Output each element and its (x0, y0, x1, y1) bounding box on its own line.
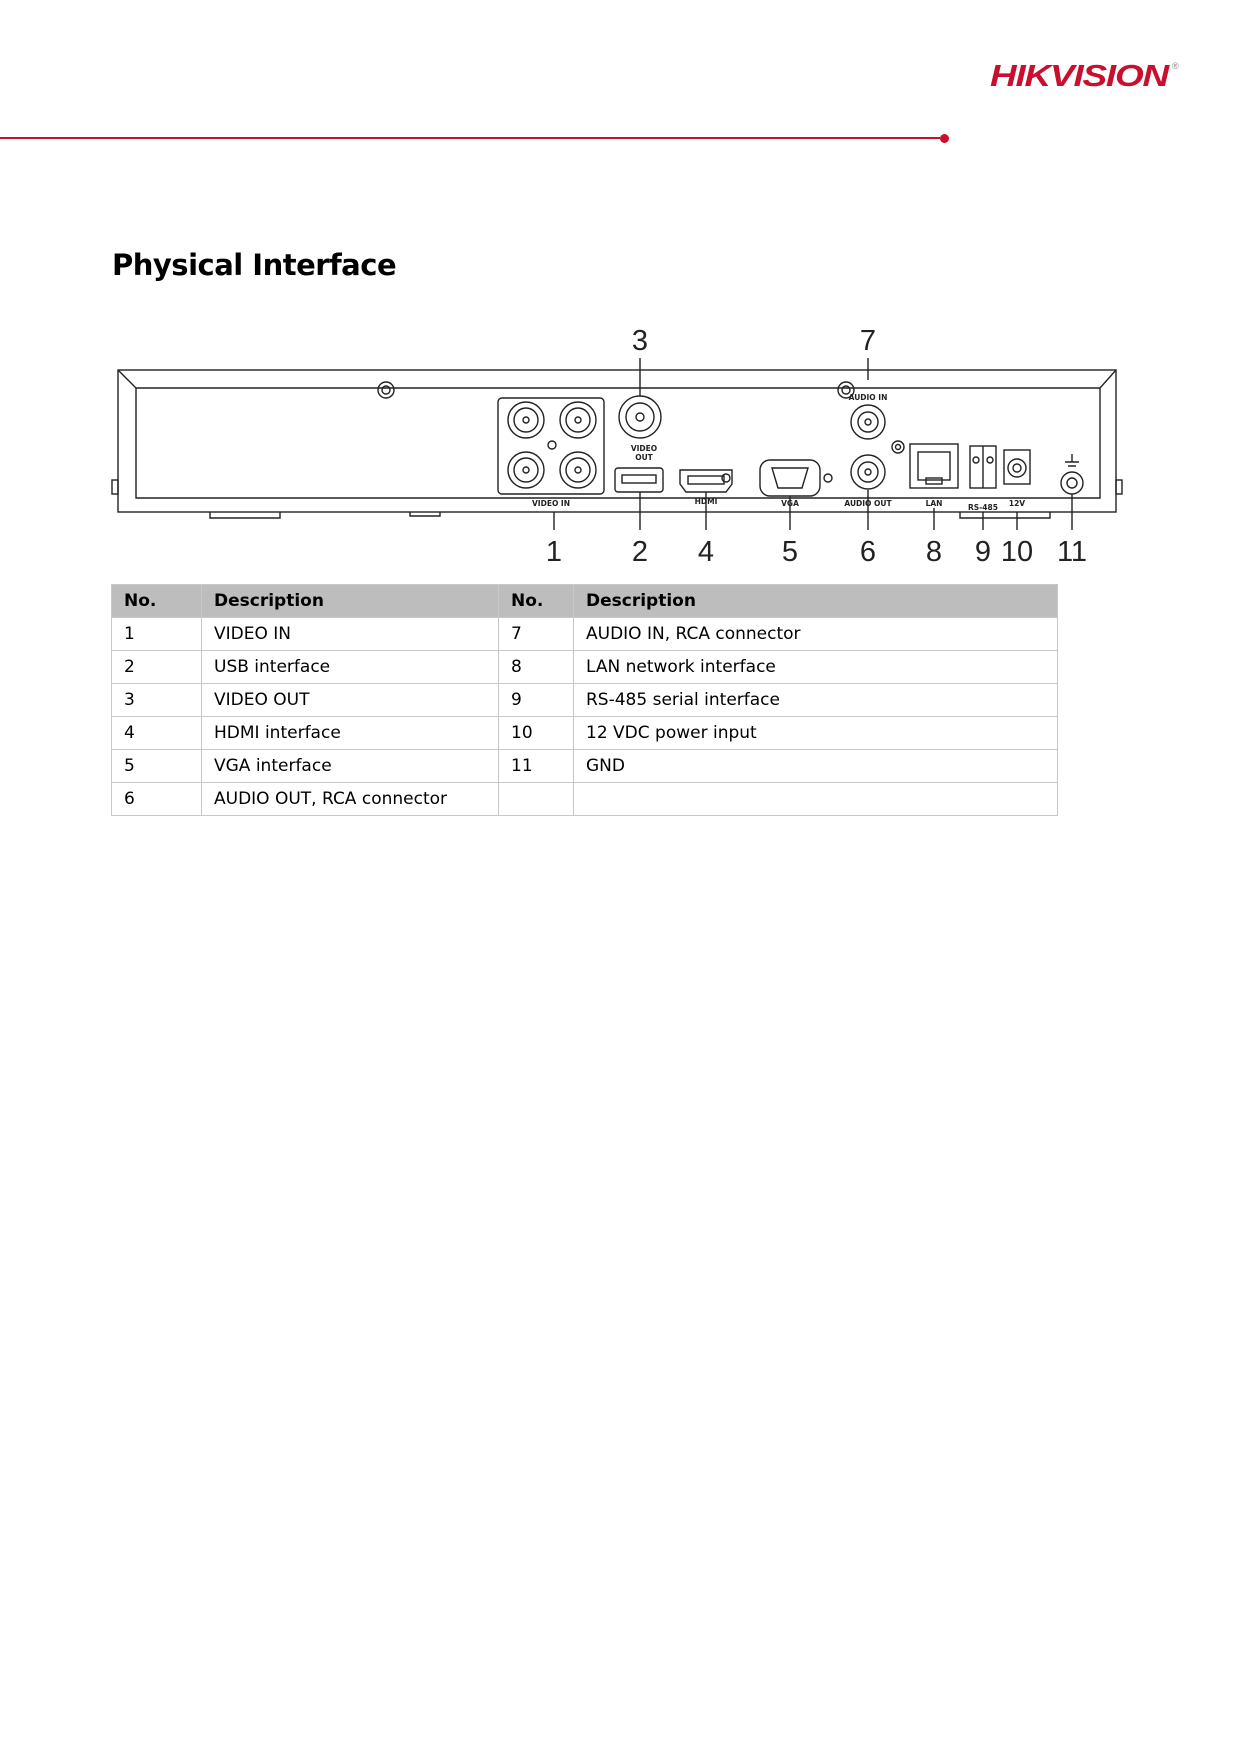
table-cell: 4 (112, 717, 202, 750)
table-cell: 1 (112, 618, 202, 651)
table-cell (499, 783, 574, 816)
table-cell: 10 (499, 717, 574, 750)
callout-number: 1 (545, 536, 563, 568)
table-cell: 2 (112, 651, 202, 684)
callout-number: 9 (974, 536, 992, 568)
column-header: Description (202, 585, 499, 618)
page-title: Physical Interface (112, 248, 397, 282)
rear-panel-diagram (110, 320, 1130, 570)
table-cell: VIDEO IN (202, 618, 499, 651)
table-cell: AUDIO OUT, RCA connector (202, 783, 499, 816)
table-row (112, 717, 1058, 750)
table-cell: GND (574, 750, 1058, 783)
column-header: Description (574, 585, 1058, 618)
svg-text:HIKVISION: HIKVISION (990, 58, 1170, 92)
panel-label-video-out-1: VIDEO (630, 444, 658, 453)
table-cell: 3 (112, 684, 202, 717)
table-cell: VGA interface (202, 750, 499, 783)
callout-number: 6 (859, 536, 877, 568)
callout-number: 10 (1000, 536, 1034, 568)
table-row (112, 684, 1058, 717)
table-cell (574, 783, 1058, 816)
table-cell: 5 (112, 750, 202, 783)
callout-number: 7 (859, 325, 877, 357)
callout-number: 2 (631, 536, 649, 568)
table-cell: LAN network interface (574, 651, 1058, 684)
header-rule-dot (940, 134, 949, 143)
svg-text:®: ® (1172, 61, 1179, 71)
table-header-row (112, 585, 1058, 618)
interface-table (111, 584, 1058, 816)
table-cell: 9 (499, 684, 574, 717)
panel-label-audio-in: AUDIO IN (848, 393, 888, 402)
hikvision-logo (988, 56, 1194, 92)
table-row (112, 783, 1058, 816)
table-cell: RS-485 serial interface (574, 684, 1058, 717)
table-cell: VIDEO OUT (202, 684, 499, 717)
table-row (112, 618, 1058, 651)
header-rule (0, 137, 940, 139)
table-cell: 12 VDC power input (574, 717, 1058, 750)
panel-label-vga: VGA (781, 499, 799, 508)
panel-label-lan: LAN (925, 499, 943, 508)
panel-label-hdmi: HDMI (694, 497, 718, 506)
column-header: No. (499, 585, 574, 618)
table-cell: 6 (112, 783, 202, 816)
table-row (112, 651, 1058, 684)
callout-number: 11 (1056, 536, 1088, 568)
table-cell: HDMI interface (202, 717, 499, 750)
table-row (112, 750, 1058, 783)
table-cell: 8 (499, 651, 574, 684)
callout-number: 3 (631, 325, 649, 357)
panel-label-video-in: VIDEO IN (532, 499, 570, 508)
column-header: No. (112, 585, 202, 618)
table-cell: USB interface (202, 651, 499, 684)
panel-label-power: 12V (1008, 499, 1026, 508)
panel-label-audio-out: AUDIO OUT (844, 499, 892, 508)
callout-number: 8 (925, 536, 943, 568)
table-cell: 11 (499, 750, 574, 783)
panel-label-rs485: RS-485 (968, 503, 998, 512)
table-cell: 7 (499, 618, 574, 651)
callout-number: 4 (697, 536, 715, 568)
callout-number: 5 (781, 536, 799, 568)
panel-label-video-out-2: OUT (635, 453, 653, 462)
table-cell: AUDIO IN, RCA connector (574, 618, 1058, 651)
